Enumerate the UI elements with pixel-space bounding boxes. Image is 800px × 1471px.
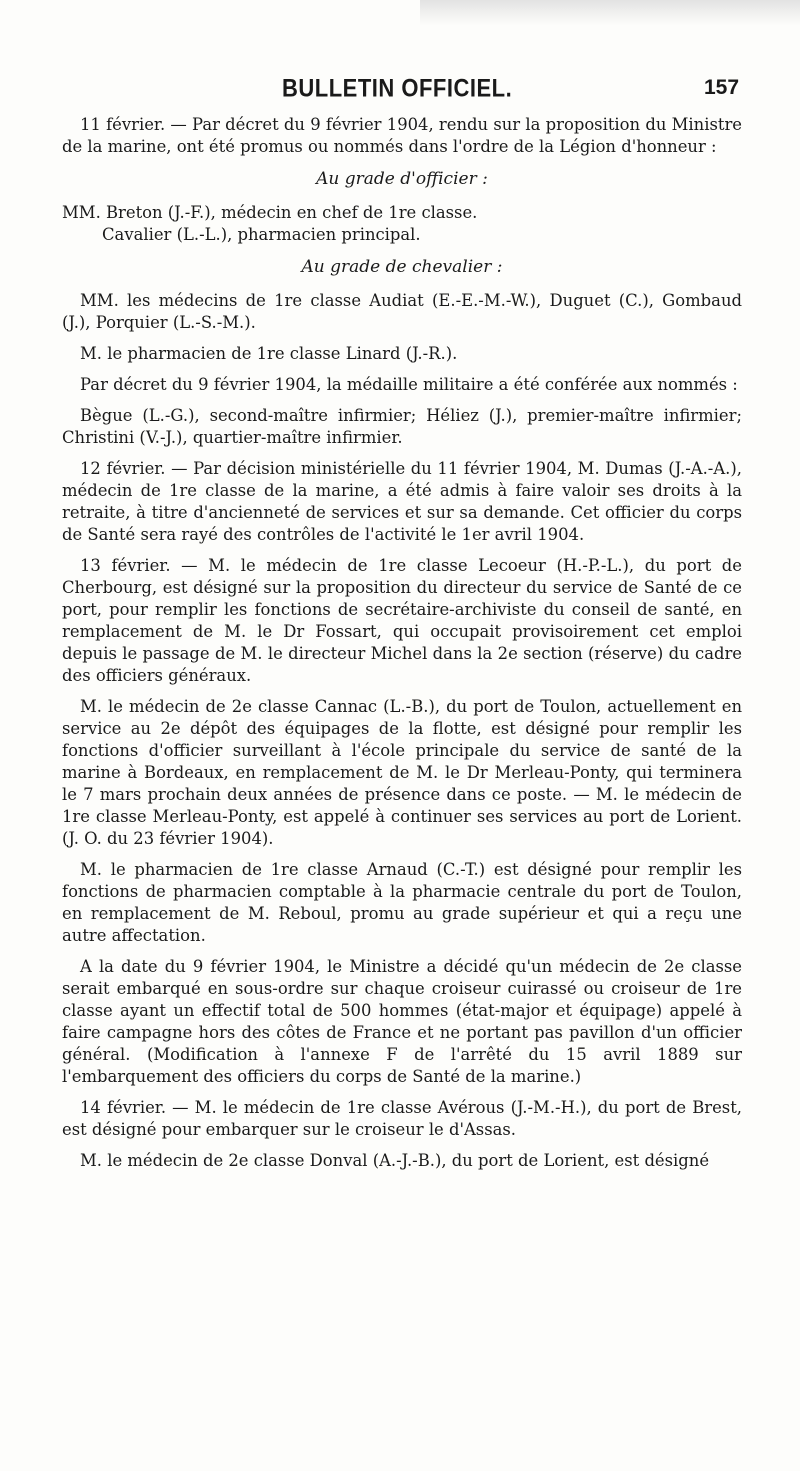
paragraph-12-fevrier: 12 février. — Par décision ministérielle du 11 février 1904, M. Dumas (J.-A.-A.), médecin de 1re classe de la marine, a été admis à faire valoir ses droits à la retraite, à titre d'ancienneté de services et sur sa demande. Cet officier du corps de Santé sera rayé des contrôles de l'activité le 1er avril 1904. [62, 459, 742, 544]
page-number: 157 [704, 76, 740, 99]
chevalier-medecins: MM. les médecins de 1re classe Audiat (E.-E.-M.-W.), Duguet (C.), Gombaud (J.), Porquier (L.-S.-M.). [62, 291, 742, 332]
running-title: BULLETIN OFFICIEL. [282, 74, 513, 102]
page-body [62, 114, 742, 1181]
page-header [0, 74, 800, 104]
medaille-recipients: Bègue (L.-G.), second-maître infirmier; Héliez (J.), premier-maître infirmier; Christini (V.-J.), quartier-maître infirmier. [62, 406, 742, 447]
heading-grade-chevalier: Au grade de chevalier : [301, 257, 503, 277]
paragraph-cannac: M. le médecin de 2e classe Cannac (L.-B.), du port de Toulon, actuellement en service au 2e dépôt des équipages de la flotte, est désigné pour remplir les fonctions d'officier surveillant à l'école principale du service de santé de la marine à Bordeaux, en remplacement de M. le Dr Merleau-Ponty, qui terminera le 7 mars prochain deux années de présence dans ce poste. — M. le médecin de 1re classe Merleau-Ponty, est appelé à continuer ses services au port de Lorient. (J. O. du 23 février 1904). [62, 697, 742, 848]
paragraph-11-fevrier: 11 février. — Par décret du 9 février 1904, rendu sur la proposition du Ministre de la marine, ont été promus ou nommés dans l'ordre de la Légion d'honneur : [62, 115, 742, 156]
paragraph-14-fevrier: 14 février. — M. le médecin de 1re classe Avérous (J.-M.-H.), du port de Brest, est désigné pour embarquer sur le croiseur le d'Assas. [62, 1098, 742, 1139]
paragraph-medaille-militaire: Par décret du 9 février 1904, la médaille militaire a été conférée aux nommés : [80, 375, 738, 394]
scan-edge [420, 0, 800, 26]
heading-grade-officier: Au grade d'officier : [316, 169, 488, 189]
officier-line-breton: MM. Breton (J.-F.), médecin en chef de 1re classe. [62, 203, 478, 222]
chevalier-pharmacien: M. le pharmacien de 1re classe Linard (J.-R.). [80, 344, 458, 363]
paragraph-13-fevrier: 13 février. — M. le médecin de 1re classe Lecoeur (H.-P.-L.), du port de Cherbourg, est désigné sur la proposition du directeur du service de Santé de ce port, pour remplir les fonctions de secrétaire-archiviste du conseil de santé, en remplacement de M. le Dr Fossart, qui occupait provisoirement cet emploi depuis le passage de M. le directeur Michel dans la 2e section (réserve) du cadre des officiers généraux. [62, 556, 742, 685]
officier-line-cavalier: Cavalier (L.-L.), pharmacien principal. [102, 225, 421, 244]
officier-list [62, 202, 742, 246]
paragraph-donval: M. le médecin de 2e classe Donval (A.-J.-B.), du port de Lorient, est désigné [80, 1151, 710, 1170]
paragraph-arnaud: M. le pharmacien de 1re classe Arnaud (C.-T.) est désigné pour remplir les fonctions de pharmacien comptable à la pharmacie centrale du port de Toulon, en remplacement de M. Reboul, promu au grade supérieur et qui a reçu une autre affectation. [62, 860, 742, 945]
paragraph-9-fevrier: A la date du 9 février 1904, le Ministre a décidé qu'un médecin de 2e classe serait embarqué en sous-ordre sur chaque croiseur cuirassé ou croiseur de 1re classe ayant un effectif total de 500 hommes (état-major et équipage) appelé à faire campagne hors des côtes de France et ne portant pas pavillon d'un officier général. (Modification à l'annexe F de l'arrêté du 15 avril 1889 sur l'embarquement des officiers du corps de Santé de la marine.) [62, 957, 742, 1086]
